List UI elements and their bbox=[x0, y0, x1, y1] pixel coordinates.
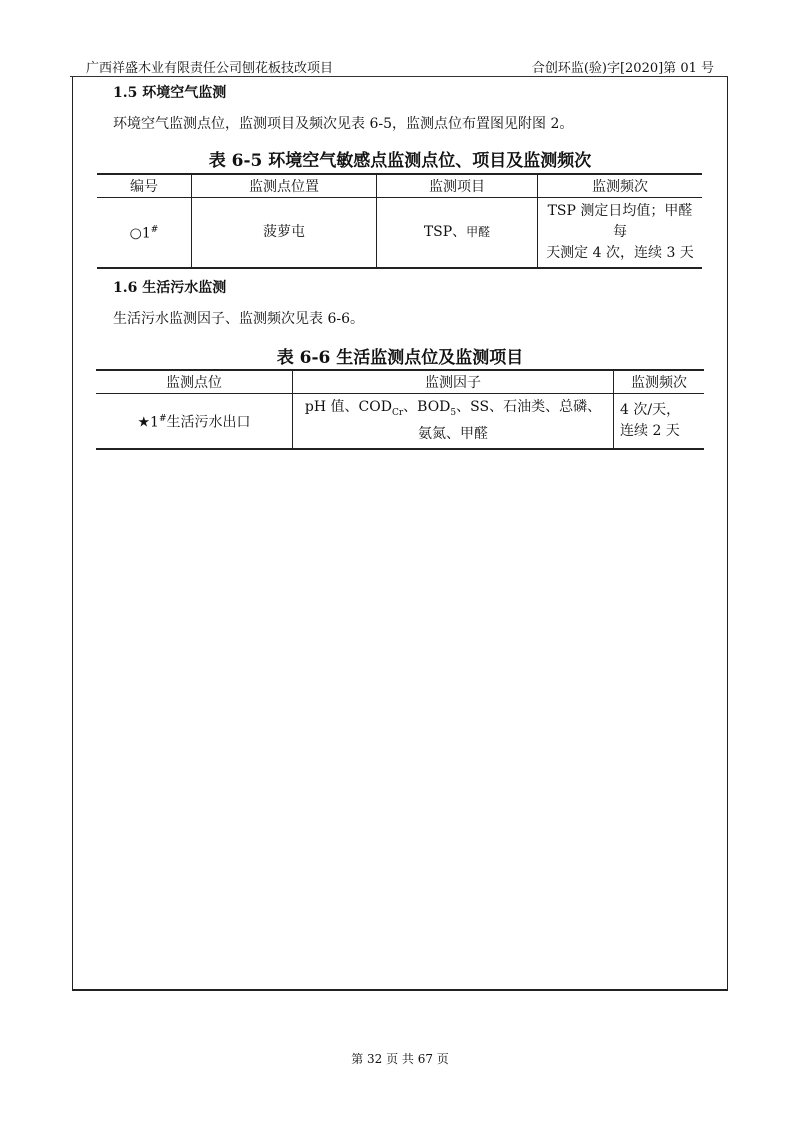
cell-location: 菠萝屯 bbox=[192, 198, 377, 269]
table-caption-6-6: 表 6-6 生活监测点位及监测项目 bbox=[276, 348, 524, 368]
section-text-air: 环境空气监测点位，监测项目及频次见表 6-5，监测点位布置图见附图 2。 bbox=[113, 116, 574, 132]
cell-items: TSP、甲醛 bbox=[377, 198, 538, 269]
table-header-row bbox=[96, 370, 704, 394]
table-header-row bbox=[97, 174, 702, 198]
cell-factors: pH 值、$COD_{Cr}$、$BOD_5$、SS、石油类、总磷、 氨氮、甲醛 bbox=[293, 394, 614, 449]
page-number: 第 32 页 共 67 页 bbox=[351, 1052, 449, 1066]
section-text-water: 生活污水监测因子、监测频次见表 6-6。 bbox=[113, 311, 364, 327]
table-row bbox=[97, 198, 702, 269]
header-project-name: 广西祥盛木业有限责任公司刨花板技改项目 bbox=[86, 61, 334, 76]
table-row bbox=[96, 394, 704, 449]
column-header-id: 编号 bbox=[97, 174, 192, 198]
cell-id: ○1# bbox=[97, 198, 192, 269]
table-6-6 bbox=[96, 369, 704, 450]
column-header-frequency: 监测频次 bbox=[614, 370, 705, 394]
section-heading-water: 1.6 生活污水监测 bbox=[113, 280, 227, 296]
cell-frequency: 4 次/天， 连续 2 天 bbox=[614, 394, 705, 449]
table-caption-6-5: 表 6-5 环境空气敏感点监测点位、项目及监测频次 bbox=[208, 151, 592, 171]
column-header-location: 监测点位置 bbox=[192, 174, 377, 198]
column-header-frequency: 监测频次 bbox=[538, 174, 703, 198]
header-report-number: 合创环监(验)字[2020]第 01 号 bbox=[531, 61, 714, 76]
column-header-point: 监测点位 bbox=[96, 370, 293, 394]
cell-frequency: TSP 测定日均值；甲醛每 天测定 4 次，连续 3 天 bbox=[538, 198, 703, 269]
table-6-5 bbox=[97, 173, 702, 269]
column-header-items: 监测项目 bbox=[377, 174, 538, 198]
cell-point: ★1#生活污水出口 bbox=[96, 394, 293, 449]
column-header-factors: 监测因子 bbox=[293, 370, 614, 394]
section-heading-air: 1.5 环境空气监测 bbox=[113, 85, 227, 101]
